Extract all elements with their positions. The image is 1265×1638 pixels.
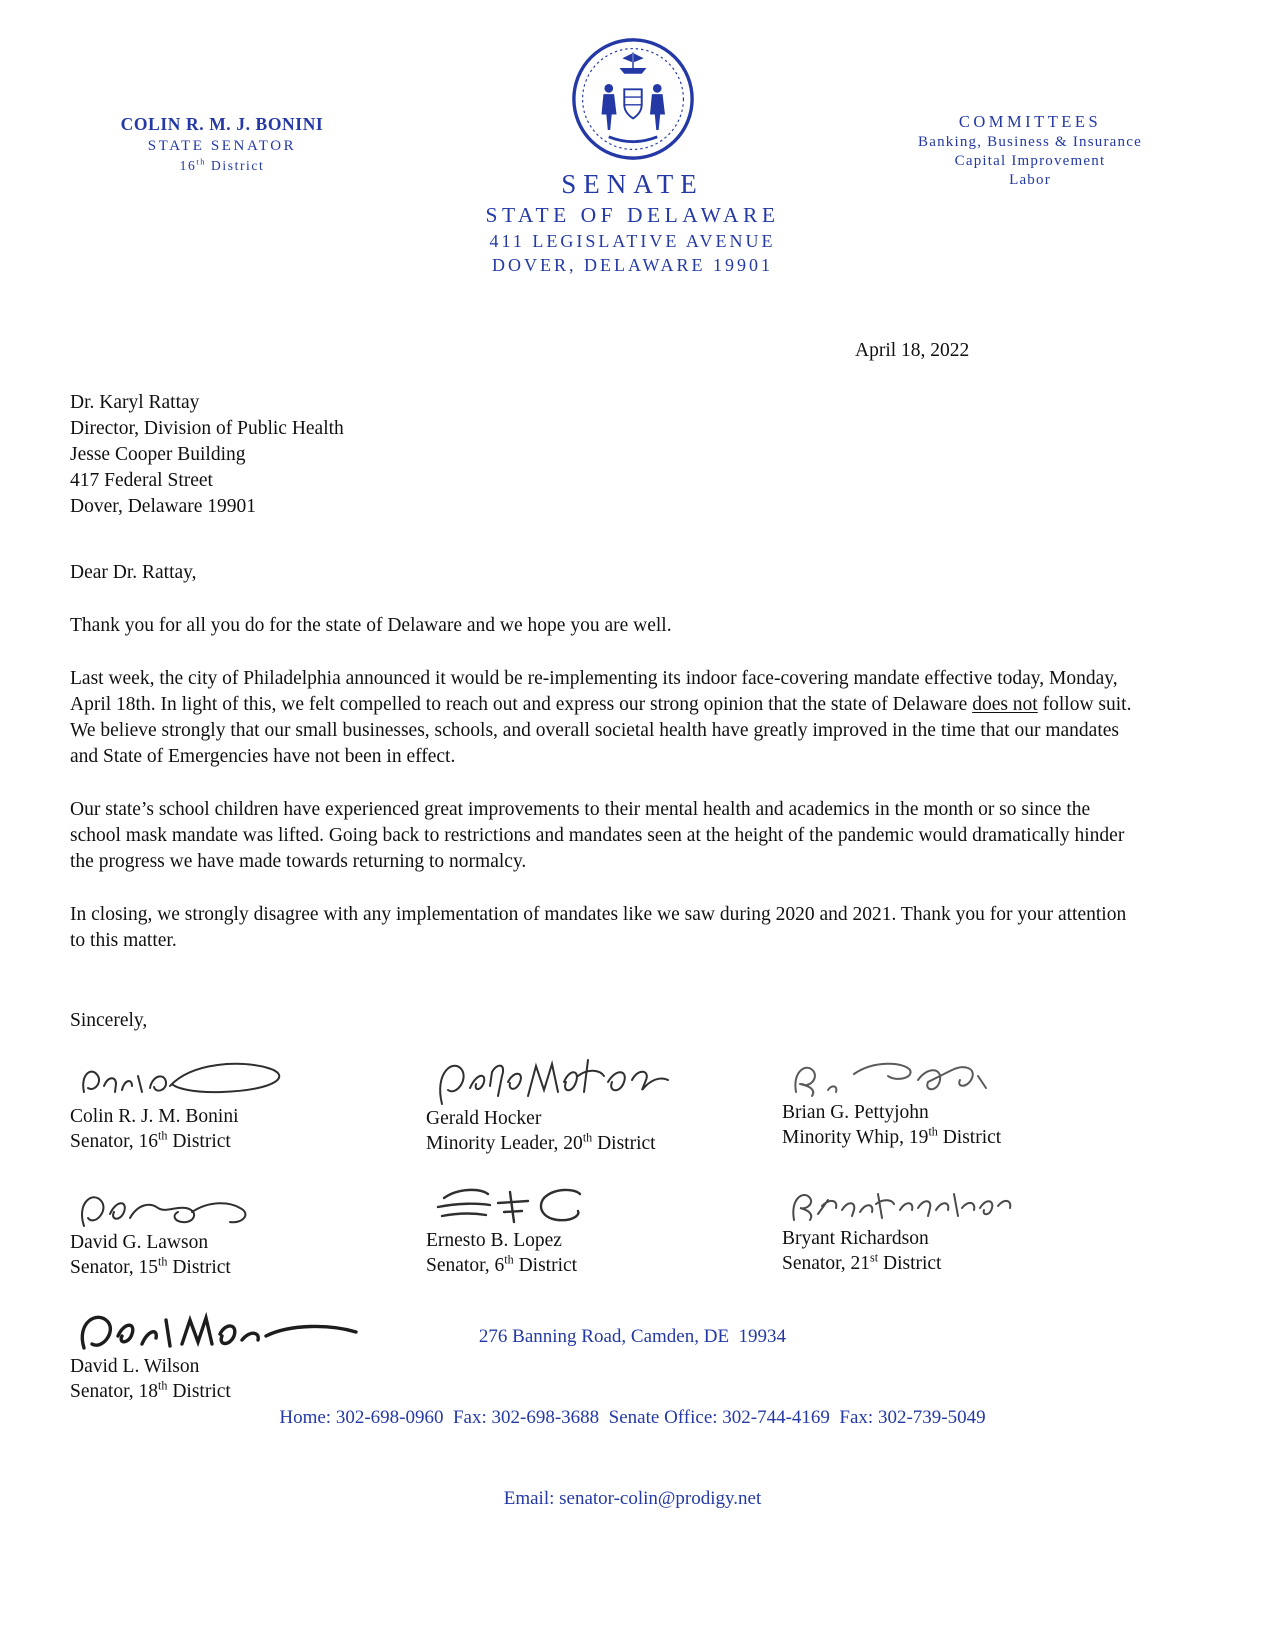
signature-row-1: [70, 1054, 1265, 1156]
signature-david-lawson-icon: [70, 1182, 290, 1234]
signatory-name: Ernesto B. Lopez: [426, 1230, 562, 1251]
signatory-name: David L. Wilson: [70, 1356, 200, 1377]
paragraph-2: [70, 666, 1145, 770]
title-word: District: [513, 1255, 578, 1276]
sender-district: [92, 158, 352, 174]
title-ordinal: th: [928, 1124, 938, 1139]
signature-gerald-hocker-icon: [426, 1054, 676, 1110]
paragraph-2-tail: follow suit. We believe strongly that our small businesses, schools, and overall societal health have greatly improved in the time that our mandates and State of Emergencies have not been in effect.: [70, 694, 1132, 767]
signatory-name: David G. Lawson: [70, 1232, 209, 1253]
signature-bryant-richardson-icon: [782, 1182, 1022, 1230]
signature-colin-bonini-icon: [70, 1054, 310, 1108]
signatory-title: [782, 1125, 1138, 1150]
recipient-address-block: [70, 390, 1145, 520]
letterhead: [0, 0, 1265, 275]
committee-item: Capital Improvement: [954, 153, 1106, 169]
signatory-title: [70, 1129, 426, 1154]
signature-block-brian-pettyjohn: [782, 1054, 1138, 1156]
letterhead-org: SENATE: [561, 169, 704, 199]
title-ordinal: th: [158, 1378, 168, 1393]
letter-footer: [0, 1269, 1265, 1566]
paragraph-1: Thank you for all you do for the state of Delaware and we hope you are well.: [70, 615, 672, 636]
sender-district-word: District: [206, 158, 265, 173]
paragraph-2-underlined-phrase: does not: [972, 694, 1038, 715]
title-text: Senator, 6: [426, 1255, 505, 1276]
recipient-line: Dr. Karyl Rattay: [70, 392, 200, 413]
letterhead-state: STATE OF DELAWARE: [485, 203, 780, 227]
sender-name: COLIN R. M. J. BONINI: [120, 114, 324, 134]
letterhead-address-line1: 411 LEGISLATIVE AVENUE: [489, 231, 776, 251]
letterhead-address-line2: DOVER, DELAWARE 19901: [491, 255, 774, 275]
sender-district-ordinal: th: [196, 157, 207, 167]
sender-district-number: 16: [179, 158, 197, 173]
recipient-line: Director, Division of Public Health: [70, 418, 344, 439]
footer-email: Email: senator-colin@prodigy.net: [503, 1488, 762, 1509]
title-text: Minority Leader, 20: [426, 1133, 583, 1154]
salutation: Dear Dr. Rattay,: [70, 562, 197, 583]
title-ordinal: st: [870, 1250, 879, 1265]
title-text: Senator, 16: [70, 1131, 159, 1152]
sender-title: STATE SENATOR: [147, 138, 297, 154]
signatory-name: Gerald Hocker: [426, 1108, 542, 1129]
title-ordinal: th: [158, 1128, 168, 1143]
title-ordinal: th: [504, 1252, 514, 1267]
letter-body: [0, 338, 1265, 1034]
signature-brian-pettyjohn-icon: [782, 1054, 1002, 1104]
signatory-title: [426, 1131, 782, 1156]
delaware-senate-seal-icon: [570, 36, 696, 162]
title-text: Senator, 15: [70, 1257, 159, 1278]
paragraph-4: In closing, we strongly disagree with any implementation of mandates like we saw during 2020 and 2021. Thank you for your attention to this matter.: [70, 904, 1127, 951]
committees-block: [865, 112, 1195, 189]
paragraph-2-lead: Last week, the city of Philadelphia announced it would be re-implementing its indoor face-covering mandate effective today, Monday, April 18th. In light of this, we felt compelled to reach out and express our strong opinion that the state of Delaware: [70, 668, 1118, 715]
footer-phones: Home: 302-698-0960 Fax: 302-698-3688 Senate Office: 302-744-4169 Fax: 302-739-5049: [279, 1407, 986, 1428]
letter-date: April 18, 2022: [855, 340, 970, 361]
signatory-name: Colin R. J. M. Bonini: [70, 1106, 239, 1127]
signature-block-bryant-richardson: [782, 1182, 1138, 1280]
signatory-name: Bryant Richardson: [782, 1228, 929, 1249]
title-word: District: [937, 1127, 1002, 1148]
recipient-line: 417 Federal Street: [70, 470, 213, 491]
title-text: Minority Whip, 19: [782, 1127, 929, 1148]
paragraph-3: Our state’s school children have experienced great improvements to their mental health and academics in the month or so since the school mask mandate was lifted. Going back to restrictions and mandates seen at the height of the pandemic would dramatically hinder the progress we have made towards returning to normalcy.: [70, 799, 1125, 872]
sender-block: [92, 114, 352, 174]
title-ordinal: th: [582, 1130, 593, 1145]
title-word: District: [167, 1381, 231, 1402]
signature-ernesto-lopez-icon: [426, 1182, 606, 1232]
committees-heading: COMMITTEES: [958, 112, 1102, 131]
title-ordinal: th: [158, 1254, 168, 1269]
signatory-name: Brian G. Pettyjohn: [782, 1102, 929, 1123]
title-word: District: [592, 1133, 656, 1154]
recipient-line: Jesse Cooper Building: [70, 444, 246, 465]
title-text: Senator, 21: [782, 1253, 871, 1274]
footer-address: 276 Banning Road, Camden, DE 19934: [478, 1326, 787, 1347]
title-word: District: [167, 1257, 231, 1278]
signature-block-gerald-hocker: [426, 1054, 782, 1156]
signature-row-2: [70, 1182, 1265, 1280]
committee-item: Labor: [1009, 172, 1051, 188]
closing-valediction: Sincerely,: [70, 1010, 148, 1031]
title-word: District: [878, 1253, 942, 1274]
signature-block-colin-bonini: [70, 1054, 426, 1156]
recipient-line: Dover, Delaware 19901: [70, 496, 257, 517]
title-text: Senator, 18: [70, 1381, 159, 1402]
title-word: District: [167, 1131, 231, 1152]
committee-item: Banking, Business & Insurance: [918, 134, 1142, 150]
signature-block-ernesto-lopez: [426, 1182, 782, 1280]
signature-block-david-lawson: [70, 1182, 426, 1280]
